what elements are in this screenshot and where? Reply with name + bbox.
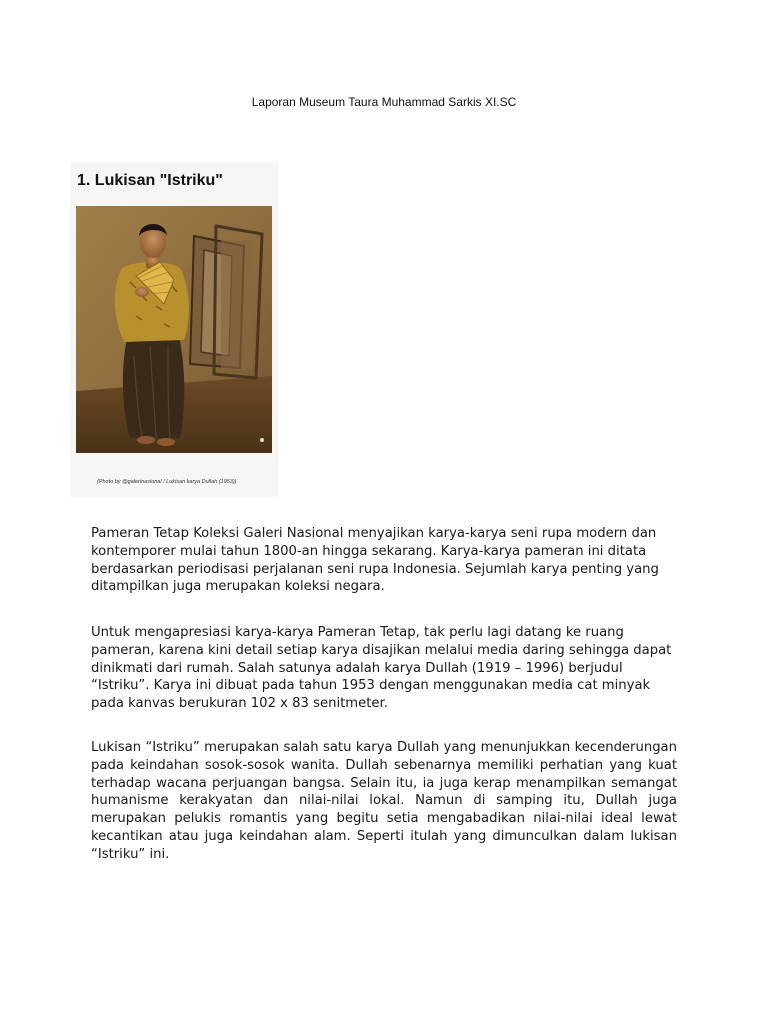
painting-image [76,206,272,453]
page-header-title: Laporan Museum Taura Muhammad Sarkis XI.SC [251,95,517,109]
figure-caption: (Photo by @galerinasional / Lukisan karya Dullah (1953)) [97,479,237,485]
body-paragraph-1: Pameran Tetap Koleksi Galeri Nasional menyajikan karya-karya seni rupa modern dan kontemporer mulai tahun 1800-an hingga sekarang. Karya-karya pameran ini ditata berdasarkan periodisasi perjalanan seni rupa Indonesia. Sejumlah karya penting yang ditampilkan juga merupakan koleksi negara. [91,526,659,595]
body-paragraph-2: Untuk mengapresiasi karya-karya Pameran Tetap, tak perlu lagi datang ke ruang pameran, karena kini detail setiap karya disajikan melalui media daring sehingga dapat dinikmati dari rumah. Salah satunya adalah karya Dullah (1919 – 1996) berjudul “Istriku”. Karya ini dibuat pada tahun 1953 dengan menggunakan media cat minyak pada kanvas berukuran 102 x 83 senitmeter. [91,625,672,712]
figure-heading: 1. Lukisan "Istriku" [77,172,223,189]
figure-block [70,162,278,497]
body-paragraph-3: Lukisan “Istriku” merupakan salah satu karya Dullah yang menunjukkan kecenderungan pada keindahan sosok-sosok wanita. Dullah sebenarnya memiliki perhatian yang kuat terhadap wacana perjuangan bangsa. Selain itu, ia juga kerap menampilkan semangat humanisme kerakyatan dan nilai-nilai lokal. Namun di samping itu, Dullah juga merupakan pelukis romantis yang begitu setia mengabadikan nilai-nilai ideal lewat kecantikan atau juga keindahan alam. Seperti itulah yang dimunculkan dalam lukisan “Istriku” ini. [91,740,677,862]
canvas-frames [190,226,262,378]
